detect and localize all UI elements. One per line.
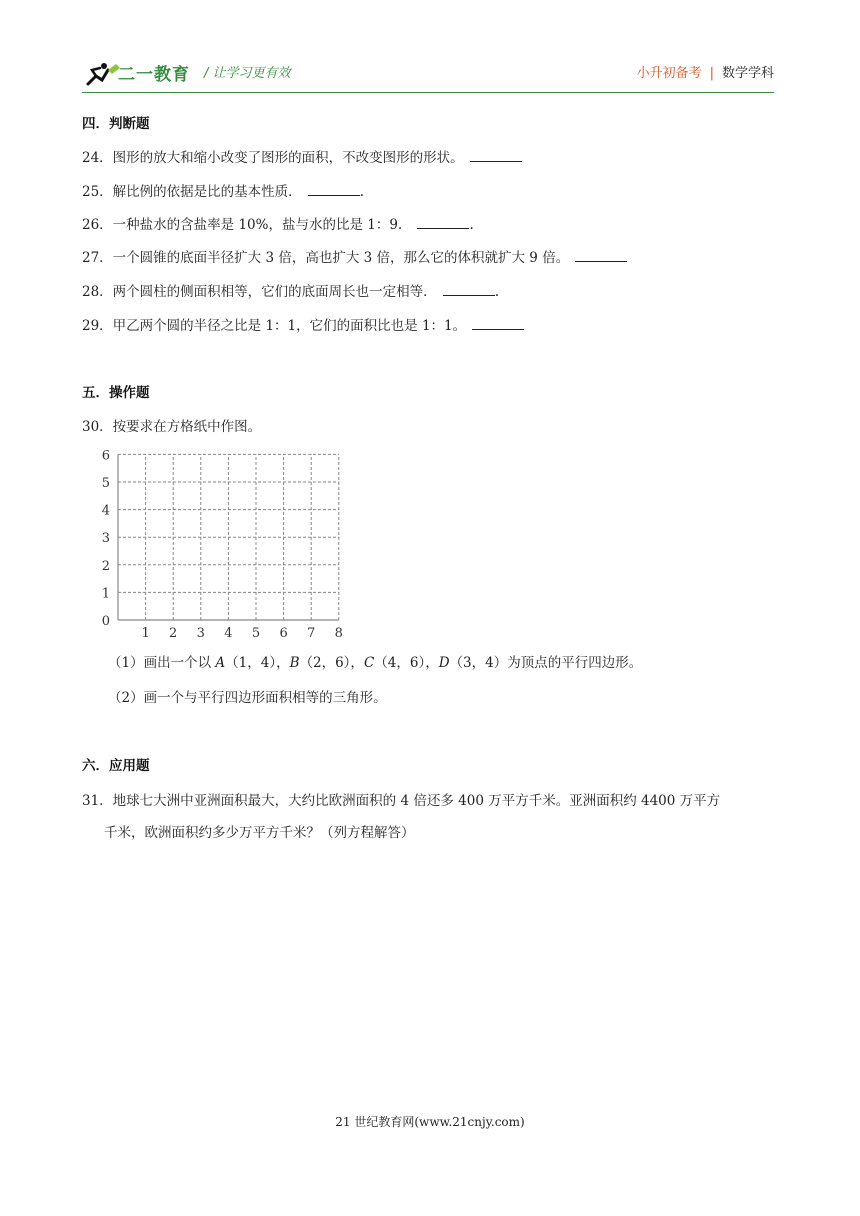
question-30-part-1	[108, 651, 642, 671]
x-tick-label: 1	[141, 626, 150, 640]
point-a-coord: （1，4），	[225, 655, 290, 671]
point-c-label: C	[363, 655, 375, 671]
answer-blank[interactable]	[308, 184, 360, 196]
answer-blank[interactable]	[417, 217, 469, 229]
question-31-line-1: 31．地球七大洲中亚洲面积最大，大约比欧洲面积的 4 倍还多 400 万平方千米。亚洲面积约 4400 万平方	[82, 793, 721, 809]
point-d-label: D	[438, 655, 450, 671]
x-tick-label: 8	[334, 626, 343, 640]
question-text: 24．图形的放大和缩小改变了图形的面积，不改变图形的形状。	[82, 150, 464, 166]
question-28	[82, 280, 499, 300]
y-tick-label: 5	[101, 476, 110, 491]
x-tick-label: 2	[169, 626, 178, 640]
header-separator: |	[709, 66, 714, 81]
grid-paper[interactable]	[96, 440, 356, 640]
trail-mark: .	[469, 217, 474, 233]
point-d-coord: （3，4）为顶点的平行四边形。	[449, 655, 643, 671]
x-tick-label: 6	[279, 626, 288, 640]
trail-mark: .	[494, 284, 499, 300]
question-30-part-2: （2）画一个与平行四边形面积相等的三角形。	[108, 690, 387, 706]
y-tick-label: 3	[101, 531, 110, 547]
x-tick-label: 5	[251, 626, 261, 640]
section-title-application: 六．应用题	[82, 758, 150, 774]
y-tick-label: 6	[101, 448, 110, 464]
question-text: 28．两个圆柱的侧面积相等，它们的底面周长也一定相等．	[82, 284, 437, 300]
point-b-coord: （2，6），	[299, 655, 364, 671]
page-footer: 21 世纪教育网(www.21cnjy.com)	[335, 1115, 525, 1129]
question-30: 30．按要求在方格纸中作图。	[82, 419, 262, 435]
section-title-operation: 五．操作题	[82, 385, 150, 401]
slogan: / 让学习更有效	[204, 66, 291, 81]
part-text: （1）画出一个以	[108, 655, 216, 671]
question-26	[82, 213, 474, 233]
exam-label: 小升初备考	[636, 66, 702, 81]
question-31-line-2: 千米，欧洲面积约多少万平方千米？（列方程解答）	[104, 825, 415, 841]
brand-name: 二一教育	[118, 65, 190, 85]
question-text: 26．一种盐水的含盐率是 10%，盐与水的比是 1：9．	[82, 217, 412, 233]
question-text: 25．解比例的依据是比的基本性质．	[82, 184, 302, 200]
answer-blank[interactable]	[472, 318, 524, 330]
x-tick-label: 3	[196, 626, 205, 640]
question-text: 29．甲乙两个圆的半径之比是 1：1，它们的面积比也是 1：1。	[82, 318, 467, 334]
y-tick-label: 0	[101, 614, 110, 629]
page-header	[0, 0, 860, 96]
trail-mark: .	[359, 184, 364, 200]
x-tick-label: 4	[224, 626, 233, 640]
answer-blank[interactable]	[443, 284, 495, 296]
x-tick-label: 7	[307, 626, 316, 640]
point-a-label: A	[215, 655, 226, 671]
question-text: 27．一个圆锥的底面半径扩大 3 倍，高也扩大 3 倍，那么它的体积就扩大 9 倍。	[82, 250, 570, 266]
header-subject	[637, 62, 774, 81]
y-tick-label: 1	[101, 586, 110, 602]
section-title-judgment: 四．判断题	[82, 116, 150, 132]
answer-blank[interactable]	[575, 250, 627, 262]
point-c-coord: （4，6），	[374, 655, 439, 671]
question-25	[82, 180, 364, 200]
question-24	[82, 146, 522, 166]
y-tick-label: 4	[101, 503, 110, 519]
subject-label: 数学学科	[721, 66, 774, 81]
header-divider	[82, 92, 774, 93]
question-29	[82, 314, 524, 334]
question-27	[82, 246, 627, 266]
y-tick-label: 2	[101, 558, 110, 574]
answer-blank[interactable]	[470, 150, 522, 162]
point-b-label: B	[289, 655, 300, 671]
